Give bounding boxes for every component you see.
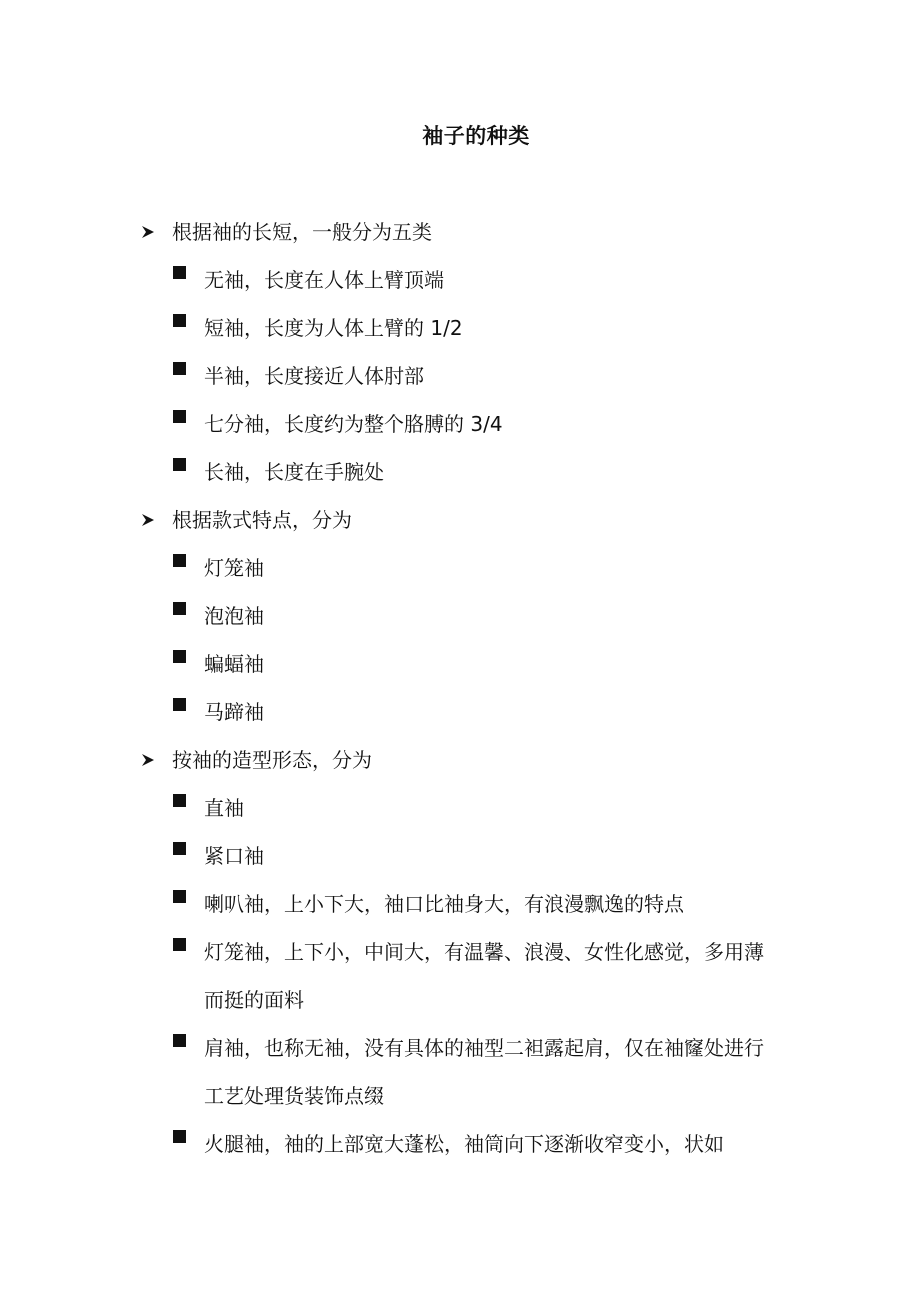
list-item-text: 无袖，长度在人体上臂顶端	[204, 268, 444, 292]
square-bullet-icon	[173, 842, 186, 855]
section-heading-text: 根据袖的长短，一般分为五类	[172, 220, 432, 244]
list-item-text: 火腿袖，袖的上部宽大蓬松，袖筒向下逐渐收窄变小，状如	[204, 1132, 724, 1156]
list-item-text: 喇叭袖，上小下大，袖口比袖身大，有浪漫飘逸的特点	[204, 892, 684, 916]
square-bullet-icon	[173, 938, 186, 951]
section-by-shape	[140, 744, 780, 1176]
arrow-bullet-icon	[140, 752, 156, 768]
square-bullet-icon	[173, 1034, 186, 1047]
list-item-text: 半袖，长度接近人体肘部	[204, 364, 424, 388]
arrow-bullet-icon	[140, 512, 156, 528]
list-item-text: 灯笼袖	[204, 556, 264, 580]
section-by-length	[140, 216, 780, 504]
square-bullet-icon	[173, 362, 186, 375]
section-heading-text: 根据款式特点，分为	[172, 508, 352, 532]
list-item-text: 蝙蝠袖	[204, 652, 264, 676]
square-bullet-icon	[173, 410, 186, 423]
list-item-text: 短袖，长度为人体上臂的 1/2	[204, 316, 463, 340]
list-item-text: 七分袖，长度约为整个胳膊的 3/4	[204, 412, 503, 436]
square-bullet-icon	[173, 554, 186, 567]
list-item-text: 直袖	[204, 796, 244, 820]
list-item	[140, 928, 780, 1032]
list-item	[140, 1120, 780, 1176]
square-bullet-icon	[173, 314, 186, 327]
square-bullet-icon	[173, 602, 186, 615]
list-item-text: 肩袖，也称无袖，没有具体的袖型二袒露起肩，仅在袖窿处进行工艺处理货装饰点缀	[204, 1036, 764, 1108]
list-item	[140, 688, 780, 744]
square-bullet-icon	[173, 890, 186, 903]
list-item-text: 长袖，长度在手腕处	[204, 460, 384, 484]
square-bullet-icon	[173, 458, 186, 471]
square-bullet-icon	[173, 650, 186, 663]
list-item-text: 紧口袖	[204, 844, 264, 868]
document-title: 袖子的种类	[422, 124, 530, 148]
list-item	[140, 1024, 780, 1128]
square-bullet-icon	[173, 794, 186, 807]
list-item	[140, 448, 780, 504]
list-item-text: 泡泡袖	[204, 604, 264, 628]
square-bullet-icon	[173, 266, 186, 279]
square-bullet-icon	[173, 698, 186, 711]
section-heading-text: 按袖的造型形态，分为	[172, 748, 372, 772]
arrow-bullet-icon	[140, 224, 156, 240]
list-item-text: 灯笼袖，上下小，中间大，有温馨、浪漫、女性化感觉，多用薄而挺的面料	[204, 940, 764, 1012]
section-by-style	[140, 504, 780, 744]
list-item-text: 马蹄袖	[204, 700, 264, 724]
square-bullet-icon	[173, 1130, 186, 1143]
document-body	[140, 216, 780, 1176]
